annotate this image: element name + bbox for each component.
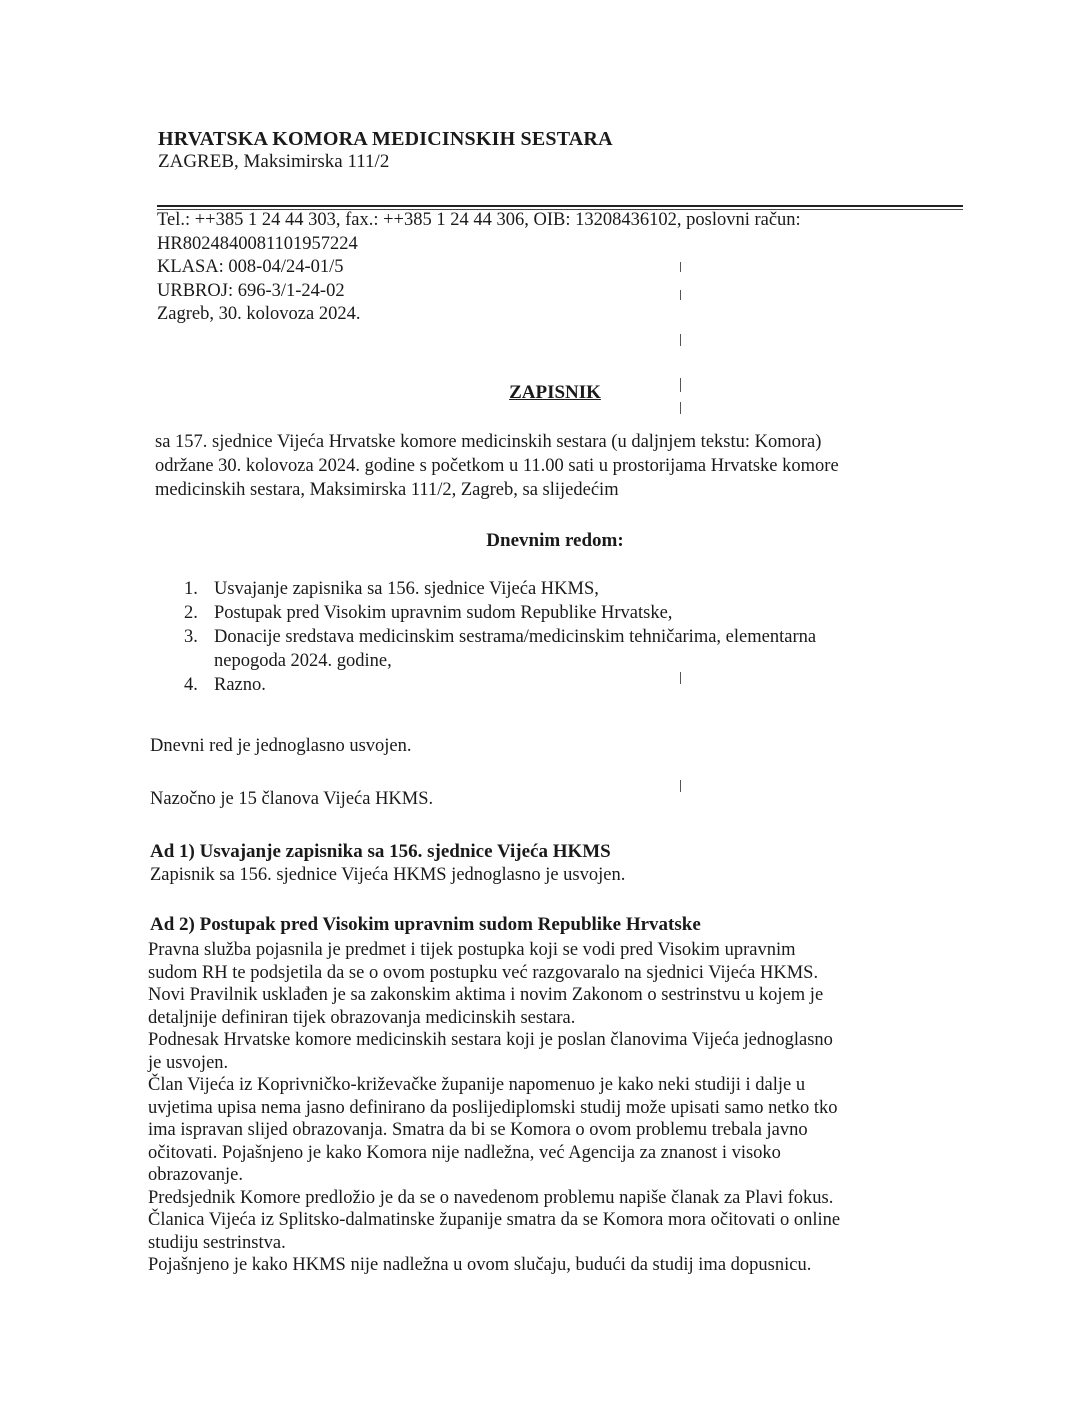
agenda-item-text: Usvajanje zapisnika sa 156. sjednice Vijeća HKMS, xyxy=(214,579,599,599)
intro-paragraph xyxy=(155,430,839,502)
ad2-line: ima ispravan slijed obrazovanja. Smatra da bi se Komora o ovom problemu trebala javno xyxy=(148,1120,808,1140)
agenda-item xyxy=(184,673,816,697)
agenda-item-text: Postupak pred Visokim upravnim sudom Republike Hrvatske, xyxy=(214,603,673,623)
agenda-item-text: Donacije sredstava medicinskim sestrama/medicinskim tehničarima, elementarna xyxy=(214,627,817,647)
agenda-item-number: 1. xyxy=(184,579,198,599)
ad2-line: Članica Vijeća iz Splitsko-dalmatinske županije smatra da se Komora mora očitovati o online xyxy=(148,1210,841,1230)
ad2-line: Pravna služba pojasnila je predmet i tijek postupka koji se vodi pred Visokim upravnim xyxy=(148,940,796,960)
agenda-item-text: Razno. xyxy=(214,675,266,695)
attendance-statement: Nazočno je 15 članova Vijeća HKMS. xyxy=(150,789,434,809)
scan-artifact-line xyxy=(680,334,681,346)
ad2-line: Predsjednik Komore predložio je da se o navedenom problemu napiše članak za Plavi fokus. xyxy=(148,1187,834,1208)
urbroj-number: URBROJ: 696-3/1-24-02 xyxy=(157,280,345,301)
ad2-line: detaljnije definiran tijek obrazovanja medicinskih sestara. xyxy=(148,1007,576,1028)
ad2-line: uvjetima upisa nema jasno definirano da poslijediplomski studij može upisati samo netko tko xyxy=(148,1097,838,1118)
agenda-item-number: 4. xyxy=(184,675,198,695)
document-title: ZAPISNIK xyxy=(509,382,601,403)
ad2-heading: Ad 2) Postupak pred Visokim upravnim sudom Republike Hrvatske xyxy=(150,914,701,935)
header-divider xyxy=(157,205,963,207)
agenda-item xyxy=(184,577,816,601)
organization-address: ZAGREB, Maksimirska 111/2 xyxy=(158,151,390,172)
ad2-line: Član Vijeća iz Koprivničko-križevačke županije napomenuo je kako neki studiji i dalje u xyxy=(148,1075,806,1095)
agenda-item-number: 3. xyxy=(184,627,198,647)
ad2-line: studiju sestrinstva. xyxy=(148,1232,286,1253)
agenda-item xyxy=(184,601,816,625)
document-meta xyxy=(157,209,801,327)
ad2-line: Podnesak Hrvatske komore medicinskih sestara koji je poslan članovima Vijeća jednoglasno xyxy=(148,1030,833,1050)
ad2-body xyxy=(148,939,840,1277)
contact-line: Tel.: ++385 1 24 44 303, fax.: ++385 1 24 44 306, OIB: 13208436102, poslovni račun: xyxy=(157,210,801,230)
agenda-item xyxy=(184,625,816,673)
ad2-line: obrazovanje. xyxy=(148,1165,244,1185)
scan-artifact-line xyxy=(680,780,681,792)
ad2-line: očitovati. Pojašnjeno je kako Komora nije nadležna, već Agencija za znanost i visoko xyxy=(148,1142,781,1163)
agenda-adopted-statement: Dnevni red je jednoglasno usvojen. xyxy=(150,736,412,756)
ad2-line: sudom RH te podsjetila da se o ovom postupku već razgovaralo na sjednici Vijeća HKMS. xyxy=(148,962,819,983)
account-number: HR8024840081101957224 xyxy=(157,233,358,254)
document-date: Zagreb, 30. kolovoza 2024. xyxy=(157,304,361,324)
intro-line: održane 30. kolovoza 2024. godine s početkom u 11.00 sati u prostorijama Hrvatske komore xyxy=(155,456,839,476)
agenda-item-text: nepogoda 2024. godine, xyxy=(214,651,392,671)
ad1-text: Zapisnik sa 156. sjednice Vijeća HKMS jednoglasno je usvojen. xyxy=(150,865,626,885)
intro-line: medicinskih sestara, Maksimirska 111/2, Zagreb, sa slijedećim xyxy=(155,480,619,500)
ad2-line: Novi Pravilnik usklađen je sa zakonskim aktima i novim Zakonom o sestrinstvu u kojem je xyxy=(148,985,824,1005)
ad1-heading: Ad 1) Usvajanje zapisnika sa 156. sjednice Vijeća HKMS xyxy=(150,841,611,862)
agenda-item-number: 2. xyxy=(184,603,198,623)
ad2-line: Pojašnjeno je kako HKMS nije nadležna u ovom slučaju, budući da studij ima dopusnicu. xyxy=(148,1255,812,1275)
organization-name: HRVATSKA KOMORA MEDICINSKIH SESTARA xyxy=(158,128,613,150)
intro-line: sa 157. sjednice Vijeća Hrvatske komore medicinskih sestara (u daljnjem tekstu: Komora) xyxy=(155,432,822,452)
ad2-line: je usvojen. xyxy=(148,1052,229,1073)
klasa-number: KLASA: 008-04/24-01/5 xyxy=(157,257,344,277)
agenda-list xyxy=(184,577,816,697)
agenda-heading: Dnevnim redom: xyxy=(486,530,624,551)
